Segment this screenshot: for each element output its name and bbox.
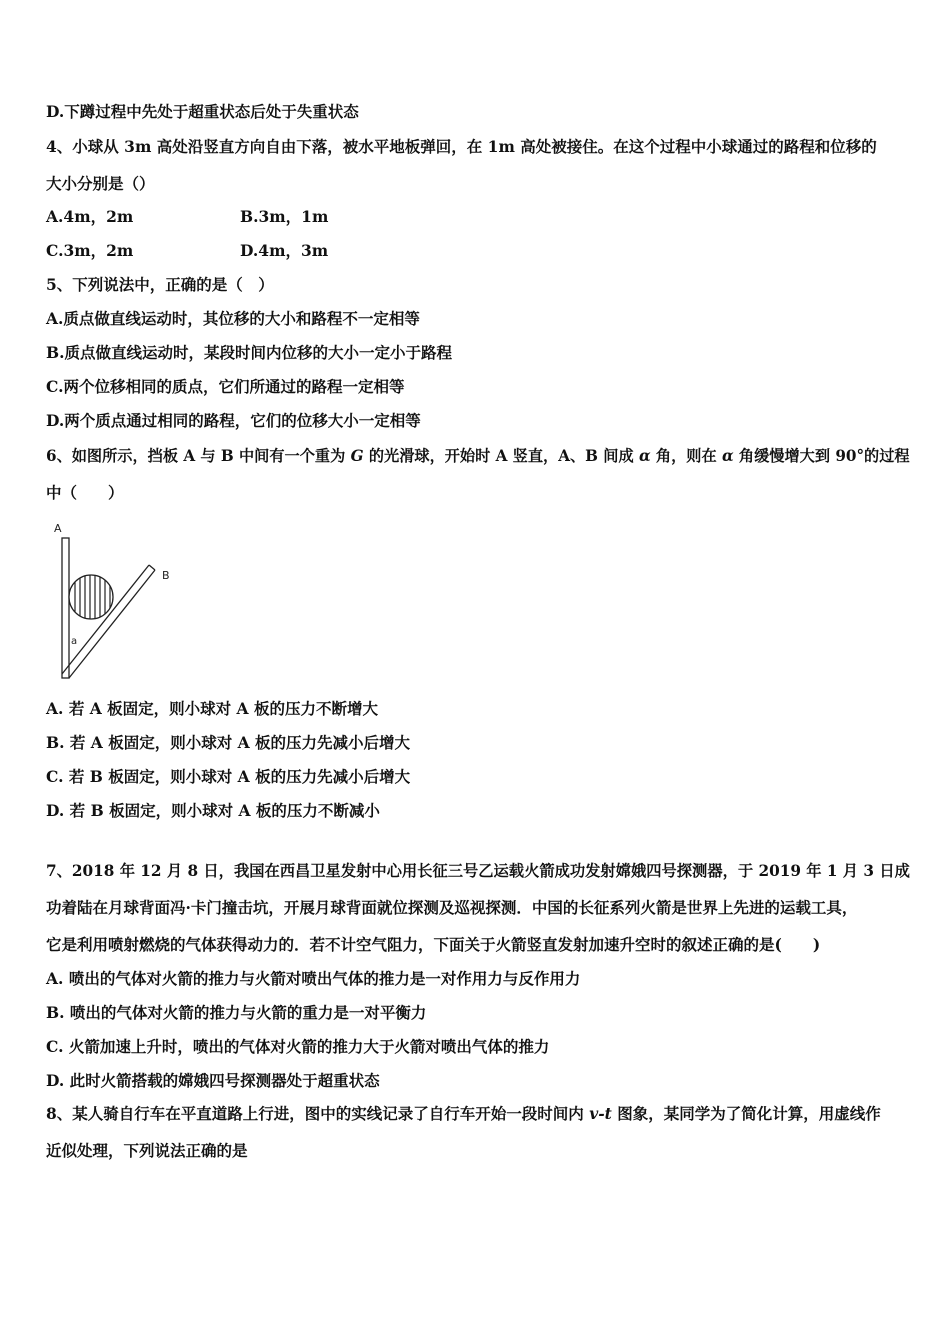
- q6-stem-line-2: 中（ ）: [46, 483, 124, 502]
- q4-option-b: B.3m，1m: [240, 207, 329, 226]
- q4-stem-line-2: 大小分别是（）: [46, 174, 155, 193]
- q7-option-c: C. 火箭加速上升时，喷出的气体对火箭的推力大于火箭对喷出气体的推力: [46, 1037, 550, 1056]
- q4-option-a: A.4m，2m: [46, 207, 134, 226]
- q6-option-c: C. 若 B 板固定，则小球对 A 板的压力先减小后增大: [46, 767, 411, 786]
- q5-option-d: D.两个质点通过相同的路程，它们的位移大小一定相等: [46, 411, 421, 430]
- q5-option-a: A.质点做直线运动时，其位移的大小和路程不一定相等: [46, 309, 420, 328]
- q8-stem-line-2: 近似处理，下列说法正确的是: [46, 1141, 248, 1160]
- q6-stem-line-1: [46, 446, 910, 466]
- q5-option-b: B.质点做直线运动时，某段时间内位移的大小一定小于路程: [46, 343, 452, 362]
- q6-alpha-symbol: α: [638, 446, 651, 465]
- q5-option-c: C.两个位移相同的质点，它们所通过的路程一定相等: [46, 377, 405, 396]
- q6-figure-label-a: A: [54, 522, 62, 535]
- q7-stem-line-3: 它是利用喷射燃烧的气体获得动力的．若不计空气阻力，下面关于火箭竖直发射加速升空时的叙述正确的是( ): [46, 935, 821, 954]
- q4-stem-line-1: 4、小球从 3m 高处沿竖直方向自由下落，被水平地板弹回，在 1m 高处被接住。在这个过程中小球通过的路程和位移的: [46, 137, 877, 156]
- q6-stem-part-1: 6、如图所示，挡板 A 与 B 中间有一个重为: [46, 446, 351, 465]
- q4-option-d: D.4m，3m: [240, 241, 329, 260]
- q4-option-c: C.3m，2m: [46, 241, 134, 260]
- q7-option-b: B. 喷出的气体对火箭的推力与火箭的重力是一对平衡力: [46, 1003, 427, 1022]
- q7-option-d: D. 此时火箭搭载的嫦娥四号探测器处于超重状态: [46, 1071, 380, 1090]
- q7-stem-line-2: 功着陆在月球背面冯·卡门撞击坑，开展月球背面就位探测及巡视探测．中国的长征系列火箭是世界上先进的运载工具，: [46, 898, 858, 917]
- q6-stem-part-4: 角缓慢增大到 90°的过程: [733, 446, 910, 465]
- q8-stem-part-1: 8、某人骑自行车在平直道路上行进，图中的实线记录了自行车开始一段时间内: [46, 1104, 590, 1123]
- q7-option-a: A. 喷出的气体对火箭的推力与火箭对喷出气体的推力是一对作用力与反作用力: [46, 969, 581, 988]
- q6-figure-label-b: B: [162, 569, 170, 582]
- q6-option-d: D. 若 B 板固定，则小球对 A 板的压力不断减小: [46, 801, 380, 820]
- q6-weight-symbol: G: [350, 446, 364, 465]
- q8-vt-symbol: v-t: [589, 1104, 612, 1123]
- q6-figure: [48, 518, 188, 684]
- q8-stem-part-2: 图象，某同学为了简化计算，用虚线作: [611, 1104, 881, 1123]
- q8-stem-line-1: [46, 1104, 881, 1124]
- q6-stem-part-2: 的光滑球，开始时 A 竖直，A、B 间成: [363, 446, 639, 465]
- q6-board-a: [62, 538, 69, 678]
- q6-option-a: A. 若 A 板固定，则小球对 A 板的压力不断增大: [46, 699, 378, 718]
- q6-stem-part-3: 角，则在: [650, 446, 722, 465]
- q6-figure-label-alpha: a: [71, 636, 78, 647]
- q6-alpha-symbol: α: [721, 446, 734, 465]
- q3-option-d: D.下蹲过程中先处于超重状态后处于失重状态: [46, 102, 359, 121]
- q6-option-b: B. 若 A 板固定，则小球对 A 板的压力先减小后增大: [46, 733, 411, 752]
- q7-stem-line-1: 7、2018 年 12 月 8 日，我国在西昌卫星发射中心用长征三号乙运载火箭成功发射嫦娥四号探测器，于 2019 年 1 月 3 日成: [46, 861, 910, 880]
- q5-stem: 5、下列说法中，正确的是（ ）: [46, 275, 274, 294]
